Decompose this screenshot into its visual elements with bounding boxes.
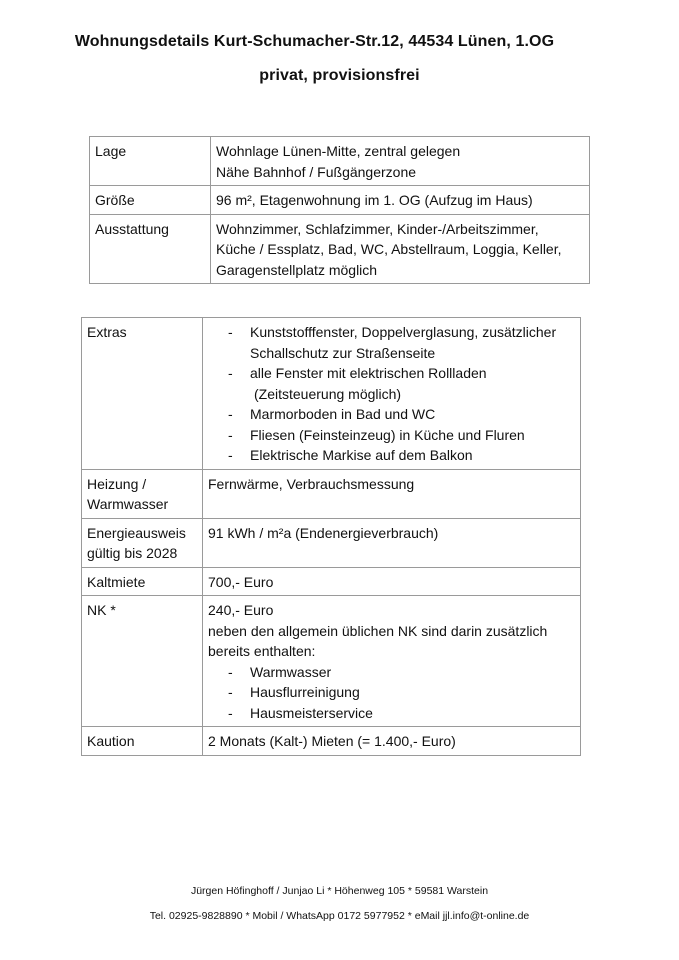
list-item: - Elektrische Markise auf dem Balkon	[208, 445, 575, 466]
apartment-details-table	[81, 317, 581, 756]
row-value-groesse	[211, 186, 590, 215]
row-value-ausstattung	[211, 214, 590, 284]
table-row	[90, 137, 590, 186]
table-row	[82, 469, 581, 518]
row-value-extras	[203, 318, 581, 470]
list-item: - alle Fenster mit elektrischen Rollladen (Zeitsteuerung möglich)	[208, 363, 575, 404]
list-item: - Marmorboden in Bad und WC	[208, 404, 575, 425]
groesse-line: 96 m², Etagenwohnung im 1. OG (Aufzug im Haus)	[216, 192, 533, 208]
row-label-ausstattung: Ausstattung	[90, 214, 211, 284]
row-label-groesse: Größe	[90, 186, 211, 215]
list-item: - Hausmeisterservice	[208, 703, 575, 724]
list-item: - Kunststofffenster, Doppelverglasung, zusätzlicher Schallschutz zur Straßenseite	[208, 322, 575, 363]
row-label-kaltmiete: Kaltmiete	[82, 567, 203, 596]
page-subtitle: privat, provisionsfrei	[259, 67, 420, 84]
row-label-energie: Energieausweis gültig bis 2028	[82, 518, 203, 567]
row-label-kaution: Kaution	[82, 727, 203, 756]
row-value-heizung: Fernwärme, Verbrauchsmessung	[203, 469, 581, 518]
table-row	[90, 186, 590, 215]
list-item: - Fliesen (Feinsteinzeug) in Küche und Fluren	[208, 425, 575, 446]
row-value-lage	[211, 137, 590, 186]
nk-amount: 240,- Euro	[208, 602, 274, 618]
row-label-extras: Extras	[82, 318, 203, 470]
table-row	[82, 318, 581, 470]
table-row	[82, 567, 581, 596]
footer-address: Jürgen Höfinghoff / Junjao Li * Höhenweg 105 * 59581 Warstein	[190, 885, 489, 897]
table-row	[82, 727, 581, 756]
ausstattung-line: Garagenstellplatz möglich	[216, 261, 378, 278]
lage-line: Nähe Bahnhof / Fußgängerzone	[216, 163, 417, 180]
extras-list	[208, 322, 575, 466]
row-value-kaution: 2 Monats (Kalt-) Mieten (= 1.400,- Euro)	[203, 727, 581, 756]
nk-note: bereits enthalten:	[208, 643, 316, 659]
table-row	[82, 596, 581, 727]
nk-included-list	[208, 662, 575, 724]
row-label-heizung: Heizung / Warmwasser	[82, 469, 203, 518]
apartment-basics-table	[89, 136, 590, 284]
list-item: - Warmwasser	[208, 662, 575, 683]
row-value-nk	[203, 596, 581, 727]
lage-line: Wohnlage Lünen-Mitte, zentral gelegen	[216, 143, 461, 159]
row-label-nk: NK *	[82, 596, 203, 727]
ausstattung-line: Wohnzimmer, Schlafzimmer, Kinder-/Arbeitszimmer,	[216, 220, 539, 237]
list-item: - Hausflurreinigung	[208, 682, 575, 703]
table-row	[90, 214, 590, 284]
table-row	[82, 518, 581, 567]
row-label-lage: Lage	[90, 137, 211, 186]
row-value-kaltmiete: 700,- Euro	[203, 567, 581, 596]
page-title: Wohnungsdetails Kurt-Schumacher-Str.12, 44534 Lünen, 1.OG	[74, 33, 555, 50]
row-value-energie: 91 kWh / m²a (Endenergieverbrauch)	[203, 518, 581, 567]
ausstattung-line: Küche / Essplatz, Bad, WC, Abstellraum, Loggia, Keller,	[216, 241, 562, 257]
footer-contact: Tel. 02925-9828890 * Mobil / WhatsApp 0172 5977952 * eMail jjl.info@t-online.de	[149, 910, 530, 922]
nk-note: neben den allgemein üblichen NK sind darin zusätzlich	[208, 622, 548, 639]
